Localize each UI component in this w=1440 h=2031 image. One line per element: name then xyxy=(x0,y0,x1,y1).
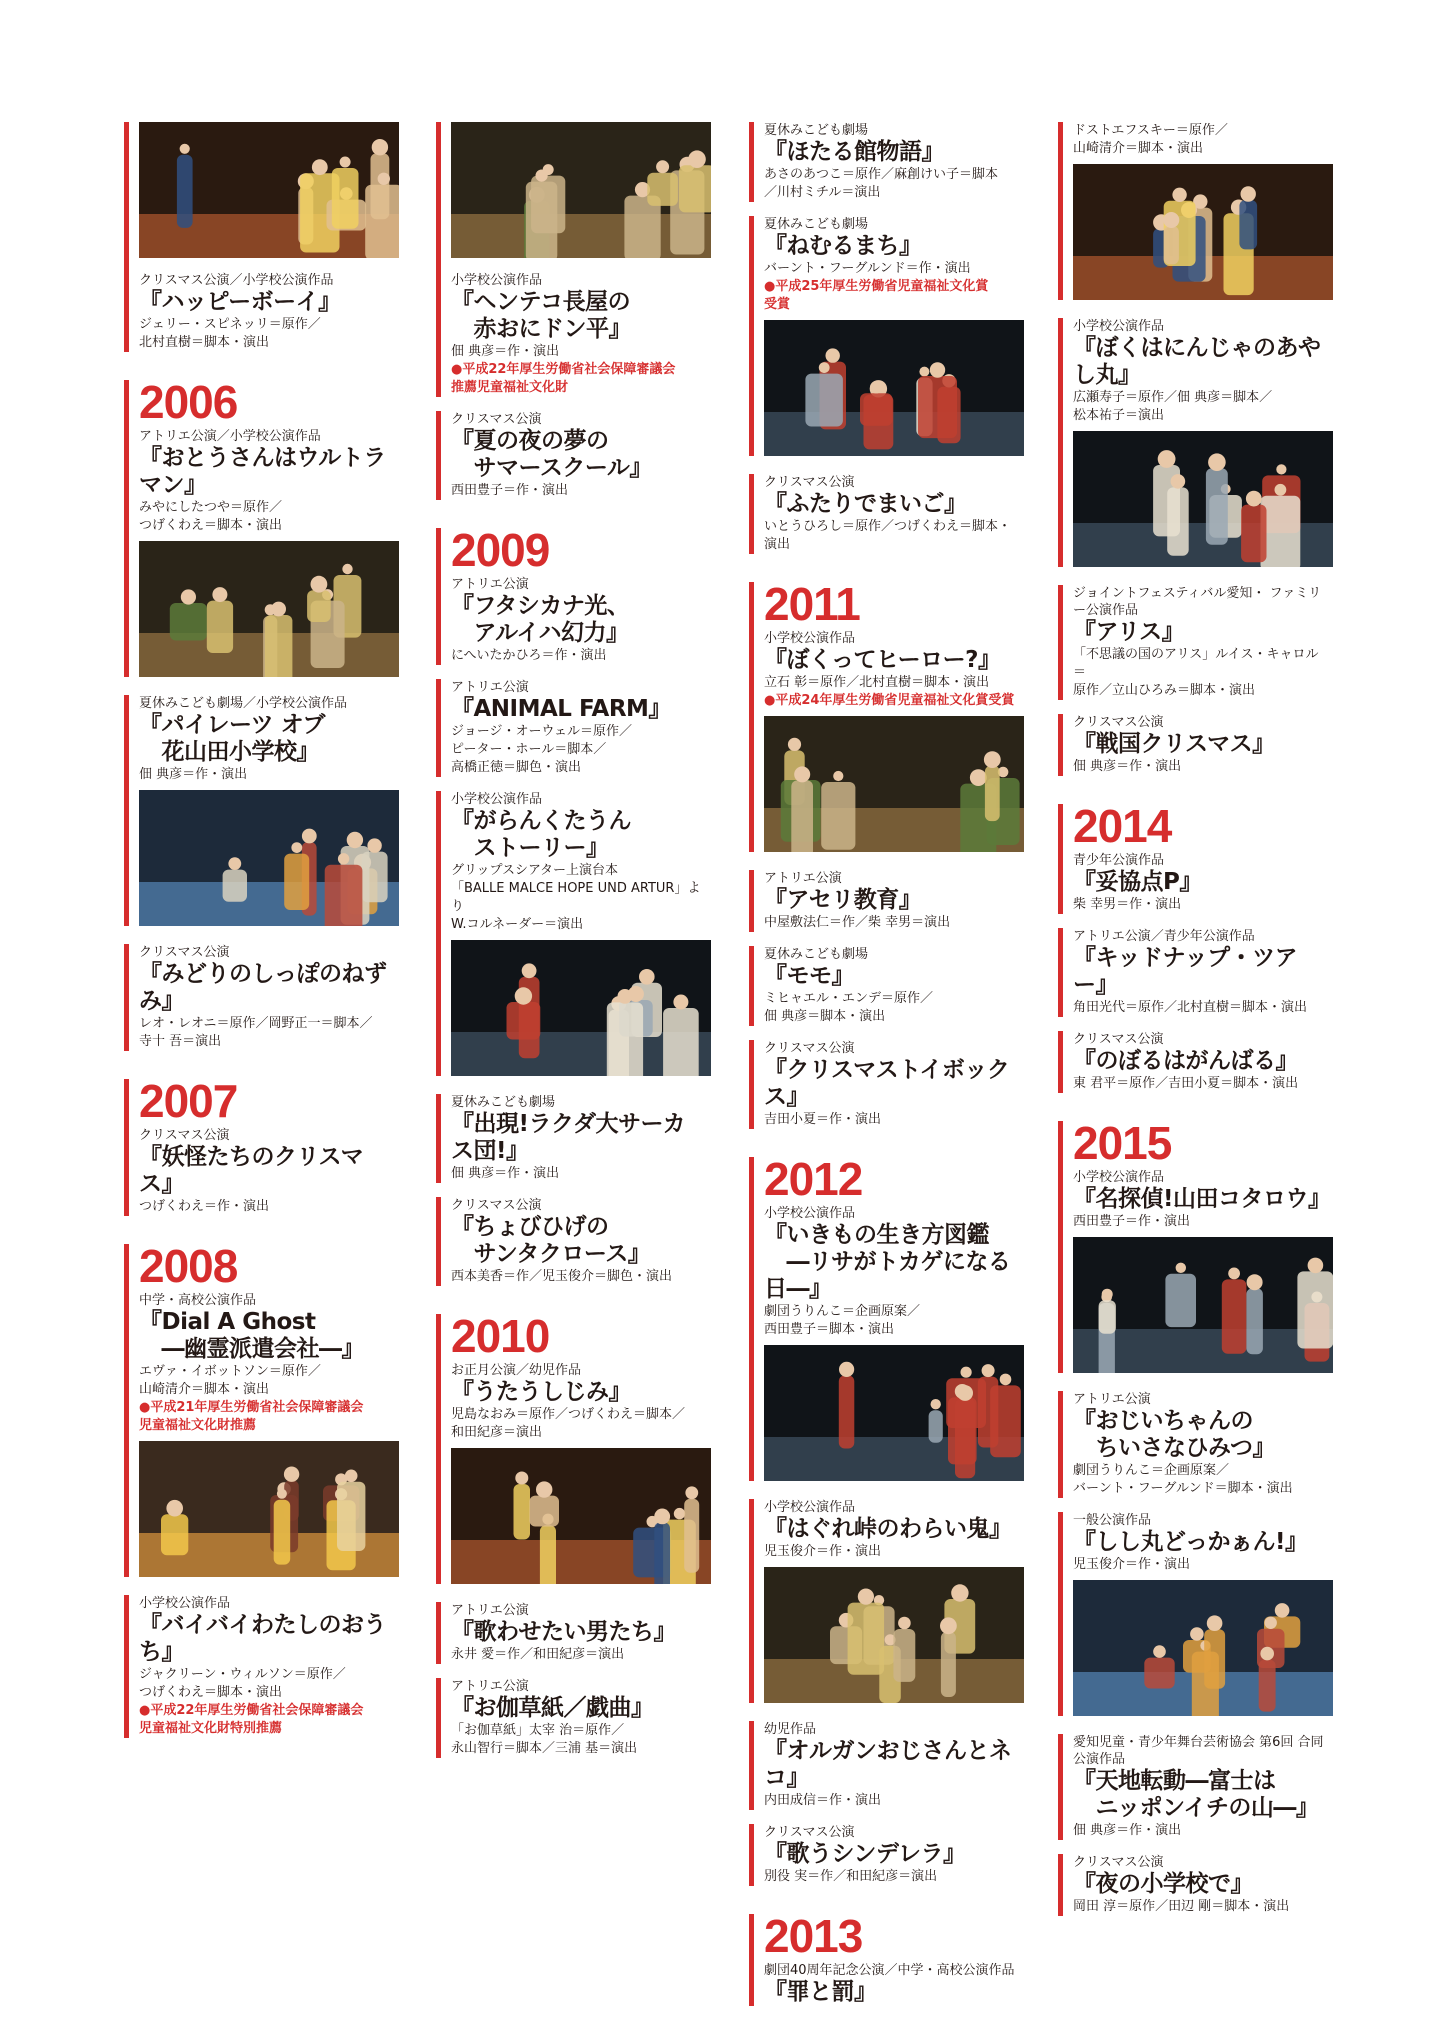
production-credits: バーント・フーグルンド＝作・演出 xyxy=(764,261,971,276)
production-entry xyxy=(124,1595,392,1738)
production-category: 幼児作品 xyxy=(764,1722,817,1737)
production-category: クリスマス公演 xyxy=(139,945,230,960)
production-credits: 立石 彰＝原作／北村直樹＝脚本・演出 xyxy=(764,675,990,690)
production-category: アトリエ公演 xyxy=(451,1603,529,1618)
production-title: 『ハッピーボーイ』 xyxy=(139,289,341,315)
production-category: 夏休みこども劇場／小学校公演作品 xyxy=(139,696,348,711)
production-category: 青少年公演作品 xyxy=(1073,853,1165,868)
production-credits: 佃 典彦＝作・演出 xyxy=(139,767,248,782)
production-category: 小学校公演作品 xyxy=(764,1206,856,1221)
production-title: 『おとうさんはウルトラマン』 xyxy=(139,445,386,498)
production-entry xyxy=(436,1310,704,1584)
production-credits: 佃 典彦＝作・演出 xyxy=(1073,759,1182,774)
production-entry xyxy=(436,1602,704,1664)
production-entry xyxy=(749,1153,1017,1481)
production-category: 夏休みこども劇場 xyxy=(451,1095,556,1110)
production-credits: 吉田小夏＝作・演出 xyxy=(764,1112,882,1127)
production-entry xyxy=(436,791,704,1076)
production-title: 『天地転動―富士は ニッポンイチの山―』 xyxy=(1073,1768,1319,1821)
production-entry xyxy=(1058,1117,1331,1373)
production-title: 『パイレーツ オブ 花山田小学校』 xyxy=(139,712,325,765)
photo-shishimaru xyxy=(1073,1580,1333,1716)
production-category: 小学校公演作品 xyxy=(1073,1170,1165,1185)
production-entry xyxy=(749,1040,1017,1129)
photo-hagure xyxy=(764,1567,1024,1703)
year-heading: 2007 xyxy=(139,1075,238,1127)
production-category: 小学校公演作品 xyxy=(451,792,543,807)
production-credits: ジャクリーン・ウィルソン＝原作／ つげくわえ＝脚本・演出 xyxy=(139,1667,346,1700)
production-credits: 児玉俊介＝作・演出 xyxy=(1073,1557,1191,1572)
production-title: 『モモ』 xyxy=(764,963,854,989)
production-category: アトリエ公演 xyxy=(1073,1392,1151,1407)
production-category: 夏休みこども劇場 xyxy=(764,123,869,138)
award-note: ●平成22年厚生労働省社会保障審議会 児童福祉文化財特別推薦 xyxy=(139,1703,364,1736)
production-credits: 岡田 淳＝原作／田辺 剛＝脚本・演出 xyxy=(1073,1899,1290,1914)
production-credits: 劇団うりんこ＝企画原案／ 西田豊子＝脚本・演出 xyxy=(764,1304,921,1337)
production-title: 『はぐれ峠のわらい鬼』 xyxy=(764,1516,1012,1542)
production-category: 夏休みこども劇場 xyxy=(764,947,869,962)
production-credits: ドストエフスキー＝原作／ 山崎清介＝脚本・演出 xyxy=(1073,123,1228,156)
year-heading: 2010 xyxy=(451,1310,550,1362)
production-credits: 「不思議の国のアリス」ルイス・キャロル＝ 原作／立山ひろみ＝脚本・演出 xyxy=(1073,647,1319,698)
production-title: 『夜の小学校で』 xyxy=(1073,1871,1253,1897)
production-credits: ミヒャエル・エンデ＝原作／ 佃 典彦＝脚本・演出 xyxy=(764,991,934,1024)
photo-dial-a-ghost xyxy=(139,1441,399,1577)
production-credits: 西田豊子＝作・演出 xyxy=(1073,1214,1191,1229)
photo-ikimono xyxy=(764,1345,1024,1481)
production-entry xyxy=(1058,714,1326,776)
photo-tantei xyxy=(1073,1237,1333,1373)
production-credits: レオ・レオニ＝原作／岡野正一＝脚本／ 寺十 吾＝演出 xyxy=(139,1016,373,1049)
production-credits: 角田光代＝原作／北村直樹＝脚本・演出 xyxy=(1073,1000,1308,1015)
production-title: 『名探偵!山田コタロウ』 xyxy=(1073,1186,1331,1212)
production-credits: 別役 実＝作／和田紀彦＝演出 xyxy=(764,1869,938,1884)
production-category: 中学・高校公演作品 xyxy=(139,1293,257,1308)
production-category: クリスマス公演 xyxy=(1073,715,1164,730)
year-heading: 2015 xyxy=(1073,1117,1172,1169)
production-category: クリスマス公演 xyxy=(1073,1032,1164,1047)
production-title: 『歌うシンデレラ』 xyxy=(764,1841,966,1867)
production-entry xyxy=(436,122,704,397)
production-category: クリスマス公演／小学校公演作品 xyxy=(139,273,334,288)
production-title: 『Dial A Ghost ―幽霊派遣会社―』 xyxy=(139,1309,364,1362)
production-category: クリスマス公演 xyxy=(764,1825,855,1840)
production-title: 『歌わせたい男たち』 xyxy=(451,1619,676,1645)
production-credits: いとうひろし＝原作／つげくわえ＝脚本・演出 xyxy=(764,519,1012,552)
production-entry xyxy=(1058,1854,1326,1916)
timeline-column-3 xyxy=(749,122,1017,2006)
production-category: 愛知児童・青少年舞台芸術協会 第6回 合同公演作品 xyxy=(1073,1735,1324,1767)
production-title: 『うたうしじみ』 xyxy=(451,1379,631,1405)
production-entry xyxy=(749,1499,1017,1703)
timeline-column-1 xyxy=(124,122,392,1738)
production-entry xyxy=(124,944,392,1051)
production-category: クリスマス公演 xyxy=(451,412,542,427)
production-entry xyxy=(436,411,704,500)
production-category: お正月公演／幼児作品 xyxy=(451,1363,582,1378)
year-heading: 2006 xyxy=(139,376,238,428)
production-title: 『のぼるはがんばる』 xyxy=(1073,1048,1298,1074)
production-category: アトリエ公演 xyxy=(451,680,529,695)
award-note: ●平成21年厚生労働省社会保障審議会 児童福祉文化財推薦 xyxy=(139,1400,364,1433)
production-title: 『クリスマストイボックス』 xyxy=(764,1057,1010,1110)
production-title: 『妥協点P』 xyxy=(1073,869,1202,895)
production-credits: みやにしたつや＝原作／ つげくわえ＝脚本・演出 xyxy=(139,500,283,533)
award-note: ●平成25年厚生労働省児童福祉文化賞 受賞 xyxy=(764,279,989,312)
production-entry xyxy=(749,122,1017,202)
production-credits: 「お伽草紙」太宰 治＝原作／ 永山智行＝脚本／三浦 基＝演出 xyxy=(451,1723,638,1756)
production-credits: 佃 典彦＝作・演出 xyxy=(1073,1823,1182,1838)
production-entry xyxy=(749,578,1017,852)
production-category: クリスマス公演 xyxy=(451,1198,542,1213)
production-entry xyxy=(749,474,1017,554)
production-credits: 内田成信＝作・演出 xyxy=(764,1793,882,1808)
production-entry xyxy=(124,122,392,352)
photo-tsumitobatsu xyxy=(1073,164,1333,300)
production-entry xyxy=(749,216,1017,456)
year-heading: 2014 xyxy=(1073,800,1172,852)
production-title: 『ぼくはにんじゃのあやし丸』 xyxy=(1073,335,1321,388)
production-title: 『ほたる館物語』 xyxy=(764,139,944,165)
production-entry xyxy=(436,679,704,777)
production-credits: ジェリー・スピネッリ＝原作／ 北村直樹＝脚本・演出 xyxy=(139,317,321,350)
production-category: アトリエ公演／青少年公演作品 xyxy=(1073,929,1255,944)
photo-happy-boy xyxy=(139,122,399,258)
production-entry xyxy=(1058,800,1326,914)
production-title: 『ねむるまち』 xyxy=(764,233,922,259)
production-title: 『ふたりでまいご』 xyxy=(764,491,967,517)
production-entry xyxy=(1058,1512,1326,1716)
production-credits: 劇団うりんこ＝企画原案／ バーント・フーグルンド＝脚本・演出 xyxy=(1073,1463,1293,1496)
production-title: 『出現!ラクダ大サーカス団!』 xyxy=(451,1111,686,1164)
production-credits: つげくわえ＝作・演出 xyxy=(139,1199,270,1214)
year-heading: 2008 xyxy=(139,1240,238,1292)
production-entry xyxy=(124,1075,392,1216)
production-title: 『おじいちゃんの ちいさなひみつ』 xyxy=(1073,1408,1276,1461)
production-credits: にへいたかひろ＝作・演出 xyxy=(451,648,607,663)
award-note: ●平成22年厚生労働省社会保障審議会 推薦児童福祉文化財 xyxy=(451,362,676,395)
production-title: 『バイバイわたしのおうち』 xyxy=(139,1612,387,1665)
production-category: アトリエ公演 xyxy=(451,1679,529,1694)
production-entry xyxy=(436,1094,704,1183)
photo-ninja xyxy=(1073,431,1333,567)
year-heading: 2011 xyxy=(764,578,860,630)
production-entry xyxy=(749,1910,1017,2006)
production-category: アトリエ公演／小学校公演作品 xyxy=(139,429,321,444)
production-title: 『ヘンテコ長屋の 赤おにドン平』 xyxy=(451,289,631,342)
year-heading: 2013 xyxy=(764,1910,863,1962)
production-title: 『ぼくってヒーロー?』 xyxy=(764,647,1001,673)
production-title: 『戦国クリスマス』 xyxy=(1073,731,1275,757)
production-category: 小学校公演作品 xyxy=(764,1500,856,1515)
production-credits: 中屋敷法仁＝作／柴 幸男＝演出 xyxy=(764,915,951,930)
production-title: 『フタシカナ光、 アルイハ幻力』 xyxy=(451,593,630,646)
production-title: 『オルガンおじさんとネコ』 xyxy=(764,1738,1012,1791)
production-entry xyxy=(749,1721,1017,1810)
production-credits: ジョージ・オーウェル＝原作／ ピーター・ホール＝脚本／ 高橋正徳＝脚色・演出 xyxy=(451,724,632,775)
production-credits: 柴 幸男＝作・演出 xyxy=(1073,897,1182,912)
production-entry xyxy=(436,1197,704,1286)
production-credits: 東 君平＝原作／吉田小夏＝脚本・演出 xyxy=(1073,1076,1299,1091)
production-title: 『ちょびひげの サンタクロース』 xyxy=(451,1214,651,1267)
production-entry xyxy=(1058,122,1326,300)
production-title: 『がらんくたうん ストーリー』 xyxy=(451,808,631,861)
photo-pirates xyxy=(139,790,399,926)
production-title: 『アセリ教育』 xyxy=(764,887,922,913)
production-entry xyxy=(1058,585,1326,700)
production-category: 劇団40周年記念公演／中学・高校公演作品 xyxy=(764,1963,1015,1978)
photo-utaushijimi xyxy=(451,1448,711,1584)
production-entry xyxy=(124,376,392,677)
production-title: 『お伽草紙／戯曲』 xyxy=(451,1695,654,1721)
production-title: 『夏の夜の夢の サマースクール』 xyxy=(451,428,652,481)
production-entry xyxy=(749,1824,1017,1886)
production-entry xyxy=(436,1678,704,1758)
production-category: アトリエ公演 xyxy=(451,577,529,592)
production-credits: 児玉俊介＝作・演出 xyxy=(764,1544,882,1559)
production-credits: 永井 愛＝作／和田紀彦＝演出 xyxy=(451,1647,625,1662)
production-credits: 佃 典彦＝作・演出 xyxy=(451,344,560,359)
production-title: 『みどりのしっぽのねずみ』 xyxy=(139,961,387,1014)
timeline-column-2 xyxy=(436,122,704,1758)
production-category: 小学校公演作品 xyxy=(451,273,543,288)
production-credits: 西田豊子＝作・演出 xyxy=(451,483,569,498)
production-credits: 西本美香＝作／児玉俊介＝脚色・演出 xyxy=(451,1269,673,1284)
production-title: 『キッドナップ・ツアー』 xyxy=(1073,945,1298,998)
photo-ultraman xyxy=(139,541,399,677)
production-entry xyxy=(1058,1031,1326,1093)
production-entry xyxy=(1058,318,1326,567)
production-entry xyxy=(749,946,1017,1026)
production-credits: 児島なおみ＝原作／つげくわえ＝脚本／ 和田紀彦＝演出 xyxy=(451,1407,686,1440)
production-category: 一般公演作品 xyxy=(1073,1513,1152,1528)
photo-garankutown xyxy=(451,940,711,1076)
production-entry xyxy=(749,870,1017,932)
photo-hero xyxy=(764,716,1024,852)
photo-nemurumachi xyxy=(764,320,1024,456)
production-category: 小学校公演作品 xyxy=(139,1596,231,1611)
production-credits: あさのあつこ＝原作／麻創けい子＝脚本 ／川村ミチル＝演出 xyxy=(764,167,999,200)
production-title: 『罪と罰』 xyxy=(764,1979,877,2005)
production-credits: 佃 典彦＝作・演出 xyxy=(451,1166,560,1181)
production-entry xyxy=(1058,928,1326,1017)
production-entry xyxy=(1058,1391,1326,1498)
production-title: 『アリス』 xyxy=(1073,619,1185,645)
production-category: クリスマス公演 xyxy=(139,1128,230,1143)
year-heading: 2009 xyxy=(451,524,550,576)
production-category: クリスマス公演 xyxy=(764,1041,855,1056)
production-title: 『しし丸どっかぁん!』 xyxy=(1073,1529,1308,1555)
production-title: 『いきもの生き方図鑑 ―リサがトカゲになる日―』 xyxy=(764,1222,1011,1302)
photo-hentekonagaya xyxy=(451,122,711,258)
timeline-column-4 xyxy=(1058,122,1331,1916)
production-category: アトリエ公演 xyxy=(764,871,842,886)
production-category: ジョイントフェスティバル愛知・ ファミリー公演作品 xyxy=(1073,586,1322,618)
production-title: 『ANIMAL FARM』 xyxy=(451,696,671,722)
production-title: 『妖怪たちのクリスマス』 xyxy=(139,1144,364,1197)
production-category: クリスマス公演 xyxy=(764,475,855,490)
production-entry xyxy=(124,695,392,926)
production-category: 小学校公演作品 xyxy=(764,631,856,646)
production-entry xyxy=(1058,1734,1326,1840)
production-category: 夏休みこども劇場 xyxy=(764,217,869,232)
year-heading: 2012 xyxy=(764,1153,863,1205)
production-entry xyxy=(436,524,704,665)
production-category: クリスマス公演 xyxy=(1073,1855,1164,1870)
production-credits: 広瀬寿子＝原作／佃 典彦＝脚本／ 松本祐子＝演出 xyxy=(1073,390,1273,423)
production-credits: グリップスシアター上演台本 「BALLE MALCE HOPE UND ARTUR」より W.コルネーダー＝演出 xyxy=(451,863,701,932)
award-note: ●平成24年厚生労働省児童福祉文化賞受賞 xyxy=(764,693,1015,708)
production-credits: エヴァ・イボットソン＝原作／ 山崎清介＝脚本・演出 xyxy=(139,1364,321,1397)
production-category: 小学校公演作品 xyxy=(1073,319,1165,334)
production-entry xyxy=(124,1240,392,1577)
